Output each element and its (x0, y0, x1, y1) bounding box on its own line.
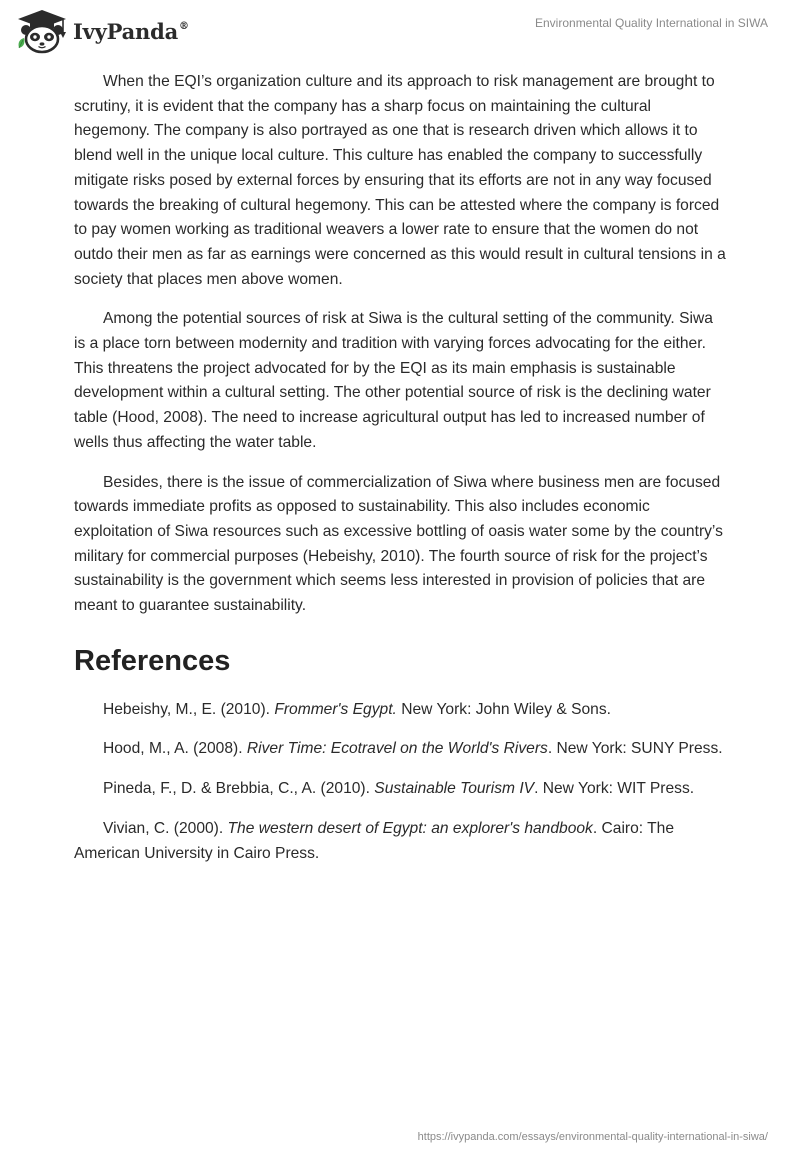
source-url[interactable]: https://ivypanda.com/essays/environmental-quality-international-in-siwa/ (417, 1131, 768, 1143)
page-header (0, 0, 800, 70)
reference-item: Pineda, F., D. & Brebbia, C., A. (2010). Sustainable Tourism IV. New York: WIT Press. (103, 780, 695, 798)
reference-item: Hood, M., A. (2008). River Time: Ecotravel on the World's Rivers. New York: SUNY Press. (103, 740, 723, 758)
reference-title: The western desert of Egypt: an explorer's handbook (227, 819, 593, 837)
reference-item: Hebeishy, M., E. (2010). Frommer's Egypt. New York: John Wiley & Sons. (103, 700, 611, 718)
panda-graduate-icon (14, 8, 70, 54)
body-paragraph: Besides, there is the issue of commercialization of Siwa where business men are focused towards immediate profits as opposed to sustainability. This also includes economic exploitation of Siwa resources such as excessive bottling of oasis water some by the country’s military for commercial purposes (Hebeishy, 2010). The fourth source of risk for the project’s sustainability is the government which seems less interested in provision of policies that are meant to guarantee sustainability. (74, 473, 723, 615)
reference-title: Sustainable Tourism IV (374, 780, 535, 798)
reference-item: Vivian, C. (2000). The western desert of Egypt: an explorer's handbook. Cairo: The American University in Cairo Press. (74, 819, 675, 862)
references-heading: References (74, 644, 231, 677)
brand-name: IvyPanda® (73, 18, 189, 44)
body-paragraph: Among the potential sources of risk at Siwa is the cultural setting of the community. Siwa is a place torn between modernity and tradition with varying forces advocating for the either. This threatens the project advocated for by the EQI as its main emphasis is sustainable development within a cultural setting. The other potential source of risk is the declining water table (Hood, 2008). The need to increase agricultural output has led to increased number of wells thus affecting the water table. (74, 310, 713, 451)
body-paragraph: When the EQI’s organization culture and its approach to risk management are brought to scrutiny, it is evident that the company has a sharp focus on maintaining the cultural hegemony. The company is also portrayed as one that is research driven which allows it to blend well in the unique local culture. This culture has enabled the company to successfully mitigate risks posed by external forces by ensuring that its efforts are not in any way focused towards the breaking of cultural hegemony. This can be attested where the company is forced to pay women working as traditional weavers a lower rate to ensure that the women do not outdo their men as far as earnings were concerned as this would result in cultural tensions in a society that places men above women. (74, 73, 726, 288)
registered-mark: ® (179, 20, 189, 32)
brand-logo[interactable] (14, 8, 189, 54)
reference-title: River Time: Ecotravel on the World's Rivers (246, 740, 548, 758)
document-title: Environmental Quality International in SIWA (535, 16, 768, 30)
essay-content (74, 70, 726, 881)
reference-title: Frommer's Egypt. (274, 700, 397, 718)
